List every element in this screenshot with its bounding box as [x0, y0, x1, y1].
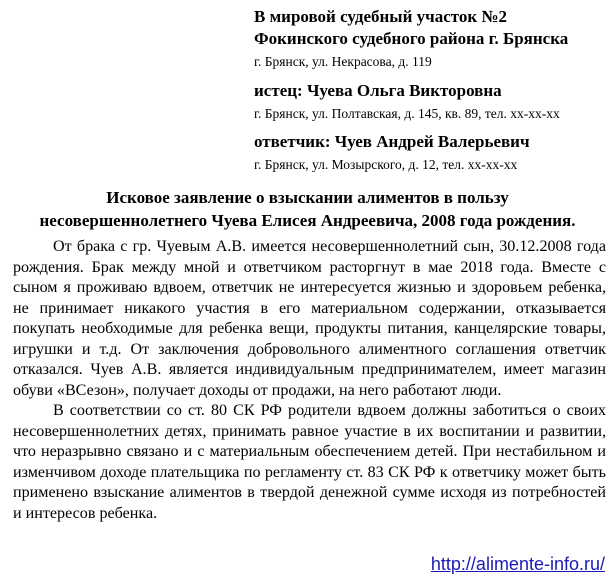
- plaintiff-block: [254, 80, 609, 123]
- defendant-block: [254, 131, 609, 174]
- document-body: [13, 237, 606, 524]
- watermark-link[interactable]: http://alimente-info.ru/: [430, 554, 605, 574]
- defendant-label: ответчик: Чуев Андрей Валерьевич: [254, 132, 530, 151]
- court-name-line2: Фокинского судебного района г. Брянска: [254, 29, 569, 48]
- defendant-address: г. Брянск, ул. Мозырского, д. 12, тел. хх-хх-хх: [254, 157, 518, 172]
- document-title: [0, 186, 615, 232]
- court-address: г. Брянск, ул. Некрасова, д. 119: [254, 54, 432, 69]
- court-name-line1: В мировой судебный участок №2: [254, 7, 507, 26]
- document-title-line1: Исковое заявление о взыскании алиментов в пользу: [106, 188, 509, 207]
- document-title-line2: несовершеннолетнего Чуева Елисея Андреевича, 2008 года рождения.: [39, 211, 576, 230]
- plaintiff-label: истец: Чуева Ольга Викторовна: [254, 81, 502, 100]
- court-block: [254, 6, 609, 71]
- plaintiff-address: г. Брянск, ул. Полтавская, д. 145, кв. 89, тел. хх-хх-хх: [254, 106, 560, 121]
- body-paragraph-1: От брака с гр. Чуевым А.В. имеется несовершеннолетний сын, 30.12.2008 года рождения. Брак между мной и ответчиком расторгнут в мае 2018 года. Вместе с сыном я проживаю вдвоем, ответчик не интересуется жизнью и здоровьем ребенка, не принимает никакого участия в его материальном содержании, отказывается покупать необходимые для ребенка вещи, продукты питания, канцелярские товары, игрушки и т.д. От заключения добровольного алиментного соглашения ответчик отказался. Чуев А.В. является индивидуальным предпринимателем, имеет магазин обуви «ВСезон», получает доходы от продажи, на него работают люди.: [13, 238, 606, 399]
- body-paragraph-2: В соответствии со ст. 80 СК РФ родители вдвоем должны заботиться о своих несовершеннолетних детях, принимать равное участие в их воспитании и развитии, что неразрывно связано и с материальным обеспечением детей. При нестабильном и изменчивом доходе плательщика по регламенту ст. 83 СК РФ к ответчику может быть применено взыскание алиментов в твердой денежной сумме исходя из потребностей и интересов ребенка.: [13, 402, 606, 522]
